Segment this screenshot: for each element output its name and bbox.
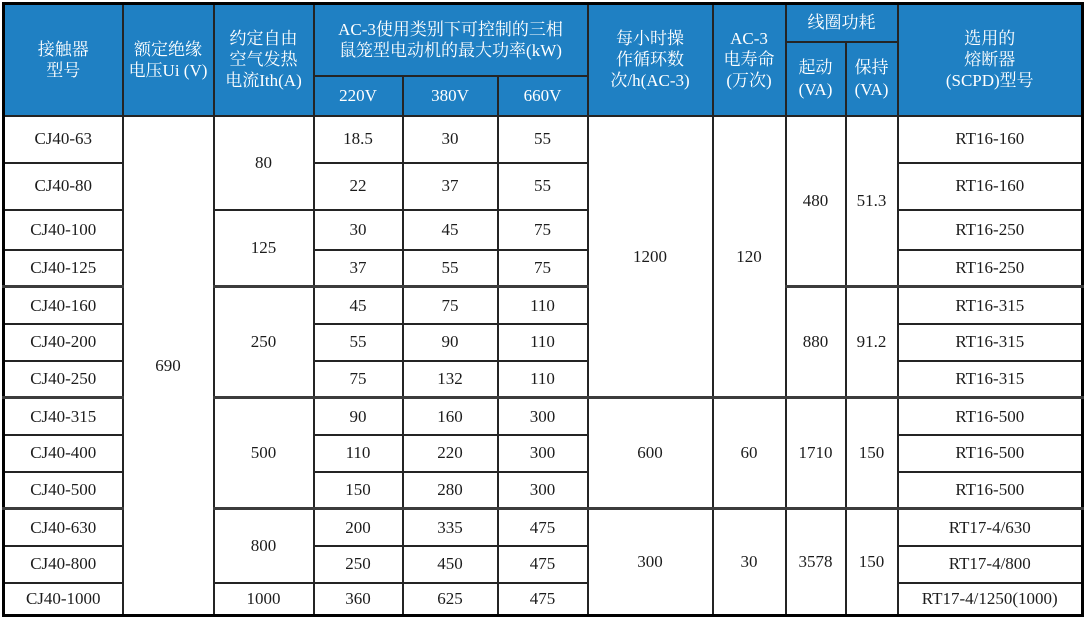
cell-kw380: 75 [403, 287, 498, 324]
cell-model: CJ40-125 [4, 250, 123, 287]
cell-kw220: 55 [314, 324, 403, 361]
cell-model: CJ40-800 [4, 546, 123, 583]
cell-kw220: 110 [314, 435, 403, 472]
cell-ith: 500 [214, 398, 314, 509]
cell-kw660: 475 [498, 509, 588, 546]
cell-cycles: 1200 [588, 116, 713, 398]
cell-fuse: RT16-500 [898, 398, 1083, 435]
cell-fuse: RT17-4/800 [898, 546, 1083, 583]
header-start: 起动 (VA) [786, 42, 846, 116]
cell-fuse: RT16-315 [898, 287, 1083, 324]
cell-fuse: RT16-315 [898, 361, 1083, 398]
cell-kw660: 300 [498, 472, 588, 509]
cell-kw380: 625 [403, 583, 498, 616]
cell-kw380: 450 [403, 546, 498, 583]
cell-model: CJ40-100 [4, 210, 123, 250]
cell-kw660: 110 [498, 324, 588, 361]
cell-kw380: 220 [403, 435, 498, 472]
cell-kw380: 90 [403, 324, 498, 361]
table-row [4, 116, 1083, 163]
cell-kw660: 110 [498, 361, 588, 398]
cell-kw220: 250 [314, 546, 403, 583]
header-hold: 保持 (VA) [846, 42, 898, 116]
cell-kw660: 55 [498, 116, 588, 163]
cell-cycles: 600 [588, 398, 713, 509]
cell-model: CJ40-200 [4, 324, 123, 361]
cell-kw220: 90 [314, 398, 403, 435]
header-380v: 380V [403, 76, 498, 116]
cell-kw380: 45 [403, 210, 498, 250]
cell-fuse: RT16-160 [898, 116, 1083, 163]
cell-kw220: 45 [314, 287, 403, 324]
cell-fuse: RT16-500 [898, 472, 1083, 509]
cell-coil-hold: 150 [846, 398, 898, 509]
cell-kw380: 335 [403, 509, 498, 546]
cell-ui: 690 [123, 116, 214, 616]
header-ith: 约定自由 空气发热 电流Ith(A) [214, 4, 314, 116]
cell-kw660: 300 [498, 398, 588, 435]
cell-fuse: RT16-250 [898, 210, 1083, 250]
cell-kw220: 30 [314, 210, 403, 250]
cell-kw220: 18.5 [314, 116, 403, 163]
contactor-spec-table [2, 2, 1084, 617]
cell-ith: 250 [214, 287, 314, 398]
cell-fuse: RT17-4/630 [898, 509, 1083, 546]
cell-model: CJ40-400 [4, 435, 123, 472]
cell-model: CJ40-1000 [4, 583, 123, 616]
cell-ith: 80 [214, 116, 314, 210]
header-660v: 660V [498, 76, 588, 116]
cell-kw660: 475 [498, 583, 588, 616]
header-kw: AC-3使用类别下可控制的三相 鼠笼型电动机的最大功率(kW) [314, 4, 588, 76]
cell-ith: 800 [214, 509, 314, 583]
cell-coil-start: 880 [786, 287, 846, 398]
cell-kw660: 475 [498, 546, 588, 583]
cell-model: CJ40-160 [4, 287, 123, 324]
cell-ith: 125 [214, 210, 314, 287]
cell-model: CJ40-80 [4, 163, 123, 210]
cell-coil-hold: 51.3 [846, 116, 898, 287]
cell-kw380: 37 [403, 163, 498, 210]
cell-kw220: 200 [314, 509, 403, 546]
cell-coil-start: 480 [786, 116, 846, 287]
cell-life: 60 [713, 398, 786, 509]
cell-kw660: 55 [498, 163, 588, 210]
cell-life: 30 [713, 509, 786, 616]
cell-kw220: 150 [314, 472, 403, 509]
cell-kw220: 75 [314, 361, 403, 398]
cell-coil-hold: 150 [846, 509, 898, 616]
cell-kw220: 22 [314, 163, 403, 210]
cell-fuse: RT16-160 [898, 163, 1083, 210]
cell-kw380: 55 [403, 250, 498, 287]
cell-fuse: RT16-315 [898, 324, 1083, 361]
cell-model: CJ40-250 [4, 361, 123, 398]
cell-fuse: RT16-250 [898, 250, 1083, 287]
cell-kw220: 360 [314, 583, 403, 616]
cell-kw660: 300 [498, 435, 588, 472]
cell-cycles: 300 [588, 509, 713, 616]
cell-model: CJ40-630 [4, 509, 123, 546]
cell-model: CJ40-315 [4, 398, 123, 435]
cell-kw380: 132 [403, 361, 498, 398]
cell-kw380: 280 [403, 472, 498, 509]
cell-coil-start: 1710 [786, 398, 846, 509]
header-coil: 线圈功耗 [786, 4, 898, 42]
cell-kw380: 160 [403, 398, 498, 435]
cell-life: 120 [713, 116, 786, 398]
header-ui: 额定绝缘 电压Ui (V) [123, 4, 214, 116]
header-cycles: 每小时操 作循环数 次/h(AC-3) [588, 4, 713, 116]
cell-model: CJ40-63 [4, 116, 123, 163]
cell-kw380: 30 [403, 116, 498, 163]
cell-model: CJ40-500 [4, 472, 123, 509]
cell-kw220: 37 [314, 250, 403, 287]
cell-kw660: 110 [498, 287, 588, 324]
header-model: 接触器 型号 [4, 4, 123, 116]
cell-fuse: RT16-500 [898, 435, 1083, 472]
header-220v: 220V [314, 76, 403, 116]
cell-kw660: 75 [498, 250, 588, 287]
table-body [4, 116, 1083, 616]
table-header [4, 4, 1083, 116]
cell-kw660: 75 [498, 210, 588, 250]
cell-fuse: RT17-4/1250(1000) [898, 583, 1083, 616]
cell-coil-hold: 91.2 [846, 287, 898, 398]
cell-coil-start: 3578 [786, 509, 846, 616]
header-fuse: 选用的 熔断器 (SCPD)型号 [898, 4, 1083, 116]
header-life: AC-3 电寿命 (万次) [713, 4, 786, 116]
cell-ith: 1000 [214, 583, 314, 616]
